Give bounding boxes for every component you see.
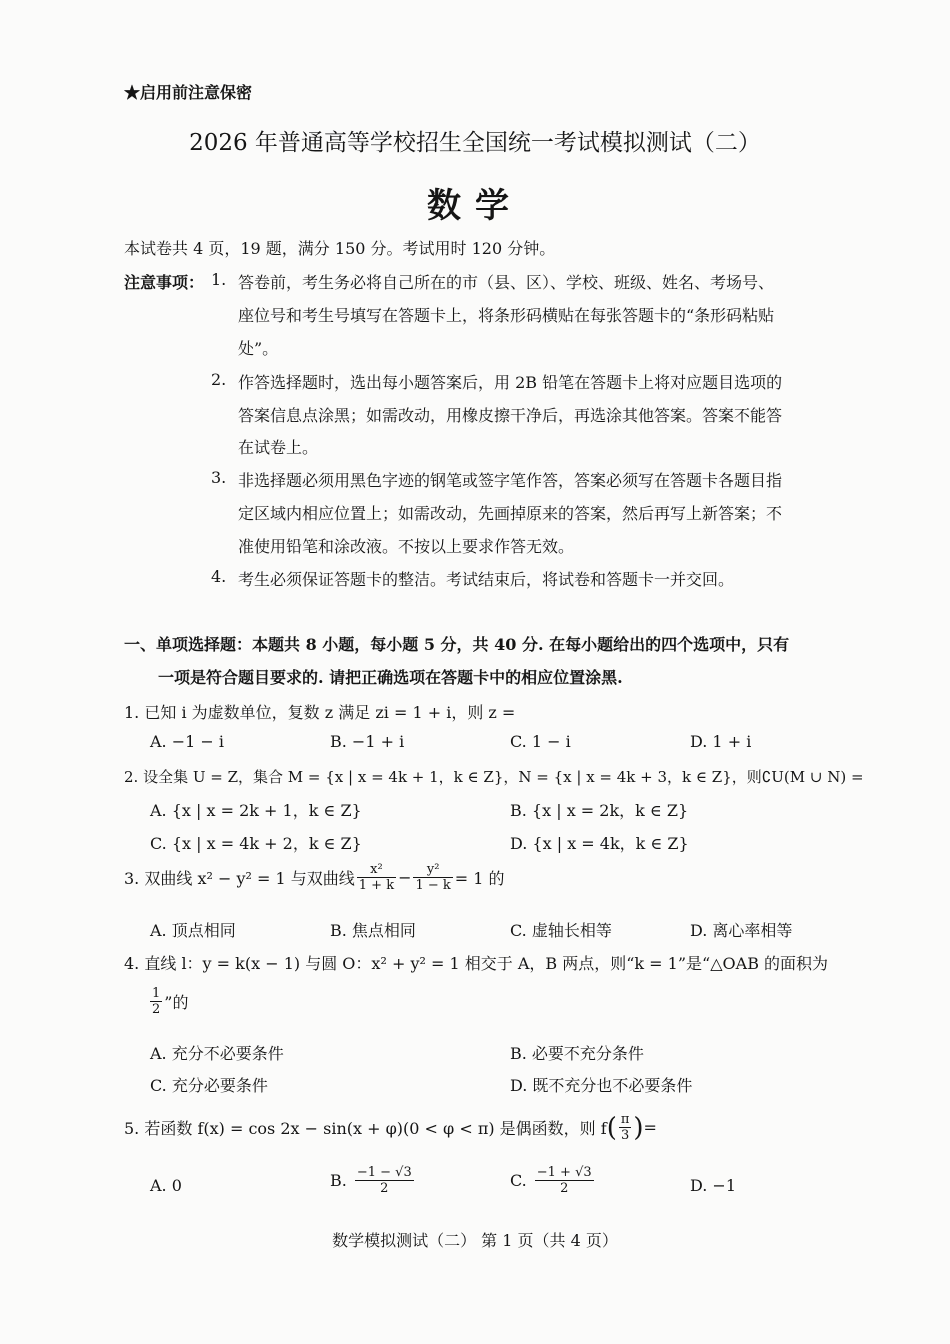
notice-3-line: 准使用铅笔和涂改液。不按以上要求作答无效。 [238, 537, 575, 556]
fraction [357, 862, 396, 893]
fraction-denominator: 1 − k [415, 878, 451, 893]
question-2-option-b: B. {x | x = 2k，k ∈ Z} [510, 801, 689, 820]
notice-1-num: 1. [211, 270, 227, 289]
question-4-stem-cont [148, 986, 188, 1017]
question-5-stem-text: 5. 若函数 f(x) = cos 2x − sin(x + φ)(0 < φ < π) 是偶函数，则 f [124, 1119, 607, 1138]
notice-2-line: 在试卷上。 [238, 438, 319, 457]
question-4-option-b: B. 必要不充分条件 [510, 1044, 644, 1063]
question-3-option-b: B. 焦点相同 [330, 921, 416, 940]
fraction-numerator: −1 + √3 [536, 1165, 592, 1180]
fraction [355, 1165, 414, 1196]
question-3-stem [124, 862, 505, 893]
page-footer: 数学模拟测试（二） 第 1 页（共 4 页） [332, 1231, 618, 1250]
question-4-option-d: D. 既不充分也不必要条件 [510, 1076, 693, 1095]
fraction [413, 862, 452, 893]
notice-2-line: 答案信息点涂黑；如需改动，用橡皮擦干净后，再选涂其他答案。答案不能答 [238, 406, 783, 425]
fraction [535, 1165, 594, 1196]
fraction-numerator: −1 − √3 [356, 1165, 412, 1180]
question-4-stem: 4. 直线 l：y = k(x − 1) 与圆 O：x² + y² = 1 相交于 A，B 两点，则“k = 1”是“△OAB 的面积为 [124, 954, 829, 973]
right-paren: ) [633, 1112, 644, 1143]
fraction-denominator: 2 [380, 1181, 389, 1196]
question-4-option-c: C. 充分必要条件 [150, 1076, 268, 1095]
fraction-numerator: 1 [152, 986, 161, 1001]
fraction-denominator: 3 [620, 1128, 630, 1143]
notice-1-line: 座位号和考生号填写在答题卡上，将条形码横贴在每张答题卡的“条形码粘贴 [238, 306, 775, 325]
question-5-option-a: A. 0 [150, 1176, 182, 1195]
notice-1-line: 处”。 [238, 339, 279, 358]
notice-3-line: 非选择题必须用黑色字迹的钢笔或签字笔作答，答案必须写在答题卡各题目指 [238, 471, 783, 490]
fraction-denominator: 1 + k [358, 878, 395, 893]
question-5-option-d: D. −1 [690, 1176, 737, 1195]
notice-3-line: 定区域内相应位置上；如需改动，先画掉原来的答案，然后再写上新答案；不 [238, 504, 783, 523]
notice-4-num: 4. [211, 567, 227, 586]
question-5-option-c [510, 1165, 596, 1196]
question-1-option-b: B. −1 + i [330, 732, 405, 751]
question-5-option-b [330, 1165, 416, 1196]
question-4-option-a: A. 充分不必要条件 [150, 1044, 284, 1063]
question-1-stem: 1. 已知 i 为虚数单位，复数 z 满足 zi = 1 + i，则 z = [124, 703, 516, 722]
fraction [150, 986, 162, 1017]
question-4-stem-end: ”的 [164, 993, 189, 1012]
question-2-stem: 2. 设全集 U = Z，集合 M = {x | x = 4k + 1，k ∈ Z}，N = {x | x = 4k + 3，k ∈ Z}，则∁U(M ∪ N) = [124, 768, 864, 786]
question-2-option-a: A. {x | x = 2k + 1，k ∈ Z} [150, 801, 362, 820]
question-3-stem-text: 3. 双曲线 x² − y² = 1 与双曲线 [124, 869, 355, 888]
fraction [619, 1112, 632, 1143]
option-label: B. [330, 1171, 347, 1190]
question-5-stem-end: = [643, 1118, 657, 1137]
question-1-option-a: A. −1 − i [150, 732, 225, 751]
question-3-stem-end: = 1 的 [454, 869, 505, 888]
question-1-option-c: C. 1 − i [510, 732, 571, 751]
notice-3-num: 3. [211, 468, 227, 487]
fraction-numerator: π [620, 1112, 630, 1127]
question-5-stem [124, 1112, 657, 1143]
question-3-option-d: D. 离心率相等 [690, 921, 793, 940]
fraction-denominator: 2 [560, 1181, 569, 1196]
question-2-option-d: D. {x | x = 4k，k ∈ Z} [510, 834, 689, 853]
question-2-option-c: C. {x | x = 4k + 2，k ∈ Z} [150, 834, 362, 853]
option-label: C. [510, 1171, 527, 1190]
section-heading: 一、单项选择题：本题共 8 小题，每小题 5 分，共 40 分. 在每小题给出的四个选项中，只有 [124, 635, 790, 654]
notice-2-line: 作答选择题时，选出每小题答案后，用 2B 铅笔在答题卡上将对应题目选项的 [238, 373, 783, 392]
fraction-numerator: x² [357, 862, 396, 878]
notice-1-line: 答卷前，考生务必将自己所在的市（县、区）、学校、班级、姓名、考场号、 [238, 273, 775, 292]
subject-title: 数学 [427, 186, 523, 226]
question-3-option-a: A. 顶点相同 [150, 921, 236, 940]
question-3-option-c: C. 虚轴长相等 [510, 921, 612, 940]
notice-label: 注意事项： [124, 273, 205, 292]
left-paren: ( [606, 1112, 617, 1143]
fraction-denominator: 2 [152, 1002, 161, 1017]
notice-2-num: 2. [211, 370, 227, 389]
fraction-numerator: y² [413, 862, 452, 878]
question-1-option-d: D. 1 + i [690, 732, 752, 751]
confidential-mark: ★启用前注意保密 [124, 83, 253, 102]
exam-title: 2026 年普通高等学校招生全国统一考试模拟测试（二） [189, 130, 761, 156]
section-heading-cont: 一项是符合题目要求的. 请把正确选项在答题卡中的相应位置涂黑. [158, 668, 623, 687]
exam-intro: 本试卷共 4 页，19 题，满分 150 分。考试用时 120 分钟。 [124, 239, 556, 258]
notice-4-line: 考生必须保证答题卡的整洁。考试结束后，将试卷和答题卡一并交回。 [238, 570, 735, 589]
minus-sign: − [398, 868, 412, 887]
